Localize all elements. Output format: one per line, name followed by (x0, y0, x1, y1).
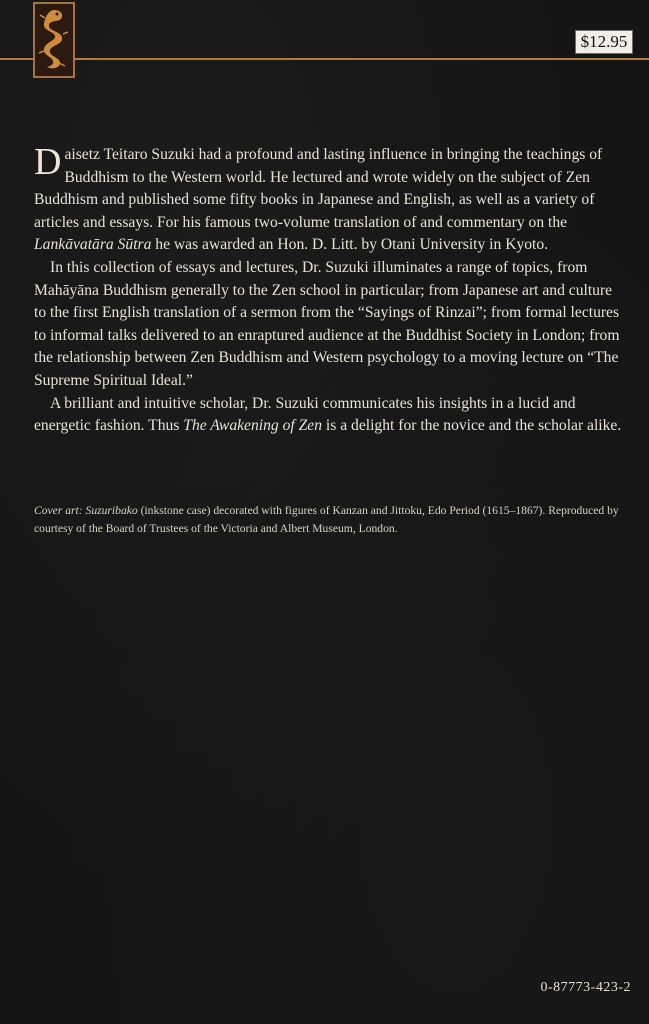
book-title: The Awakening of Zen (183, 417, 323, 435)
cover-art-credit-text: (inkstone case) decorated with figures of Kanzan and Jittoku, Edo Period (1615–1867). Reproduced by courtesy of the Board of Trustees of the Victoria and Albert Museum, London. (34, 504, 619, 535)
drop-cap: D (34, 141, 62, 183)
paragraph-1-text: aisetz Teitaro Suzuki had a profound and lasting influence in bringing the teachings of Buddhism to the Western world. He lectured and wrote widely on the subject of Zen Buddhism and published some fifty books in Japanese and English, as well as a variety of articles and essays. For his famous two-volume translation of and commentary on the (34, 146, 603, 231)
paragraph-3 (34, 393, 624, 438)
paragraph-2: In this collection of essays and lectures, Dr. Suzuki illuminates a range of topics, from Mahāyāna Buddhism generally to the Zen school in particular; from Japanese art and culture to the first English translation of a sermon from the “Sayings of Rinzai”; from formal lectures to informal talks delivered to an enraptured audience at the Buddhist Society in London; from the relationship between Zen Buddhism and Western psychology to a moving lecture on “The Supreme Spiritual Ideal.” (34, 258, 620, 389)
book-title-reference: Lankāvatāra Sūtra (34, 236, 152, 254)
price-sticker: $12.95 (575, 30, 633, 54)
dragon-icon (35, 4, 73, 76)
description-text (34, 141, 624, 438)
cover-art-credit (34, 502, 634, 537)
cover-art-label: Cover art: Suzuribako (34, 504, 138, 517)
paragraph-3-text: A brilliant and intuitive scholar, Dr. Suzuki communicates his insights in a lucid and energetic fashion. Thus (34, 394, 576, 435)
publisher-emblem (33, 2, 75, 78)
top-rule (0, 58, 649, 60)
paragraph-3-text-end: is a delight for the novice and the scholar alike. (322, 417, 622, 435)
paragraph-1 (34, 141, 624, 257)
paragraph-1-text-end: he was awarded an Hon. D. Litt. by Otani University in Kyoto. (151, 236, 549, 254)
isbn-number: 0-87773-423-2 (540, 980, 631, 995)
